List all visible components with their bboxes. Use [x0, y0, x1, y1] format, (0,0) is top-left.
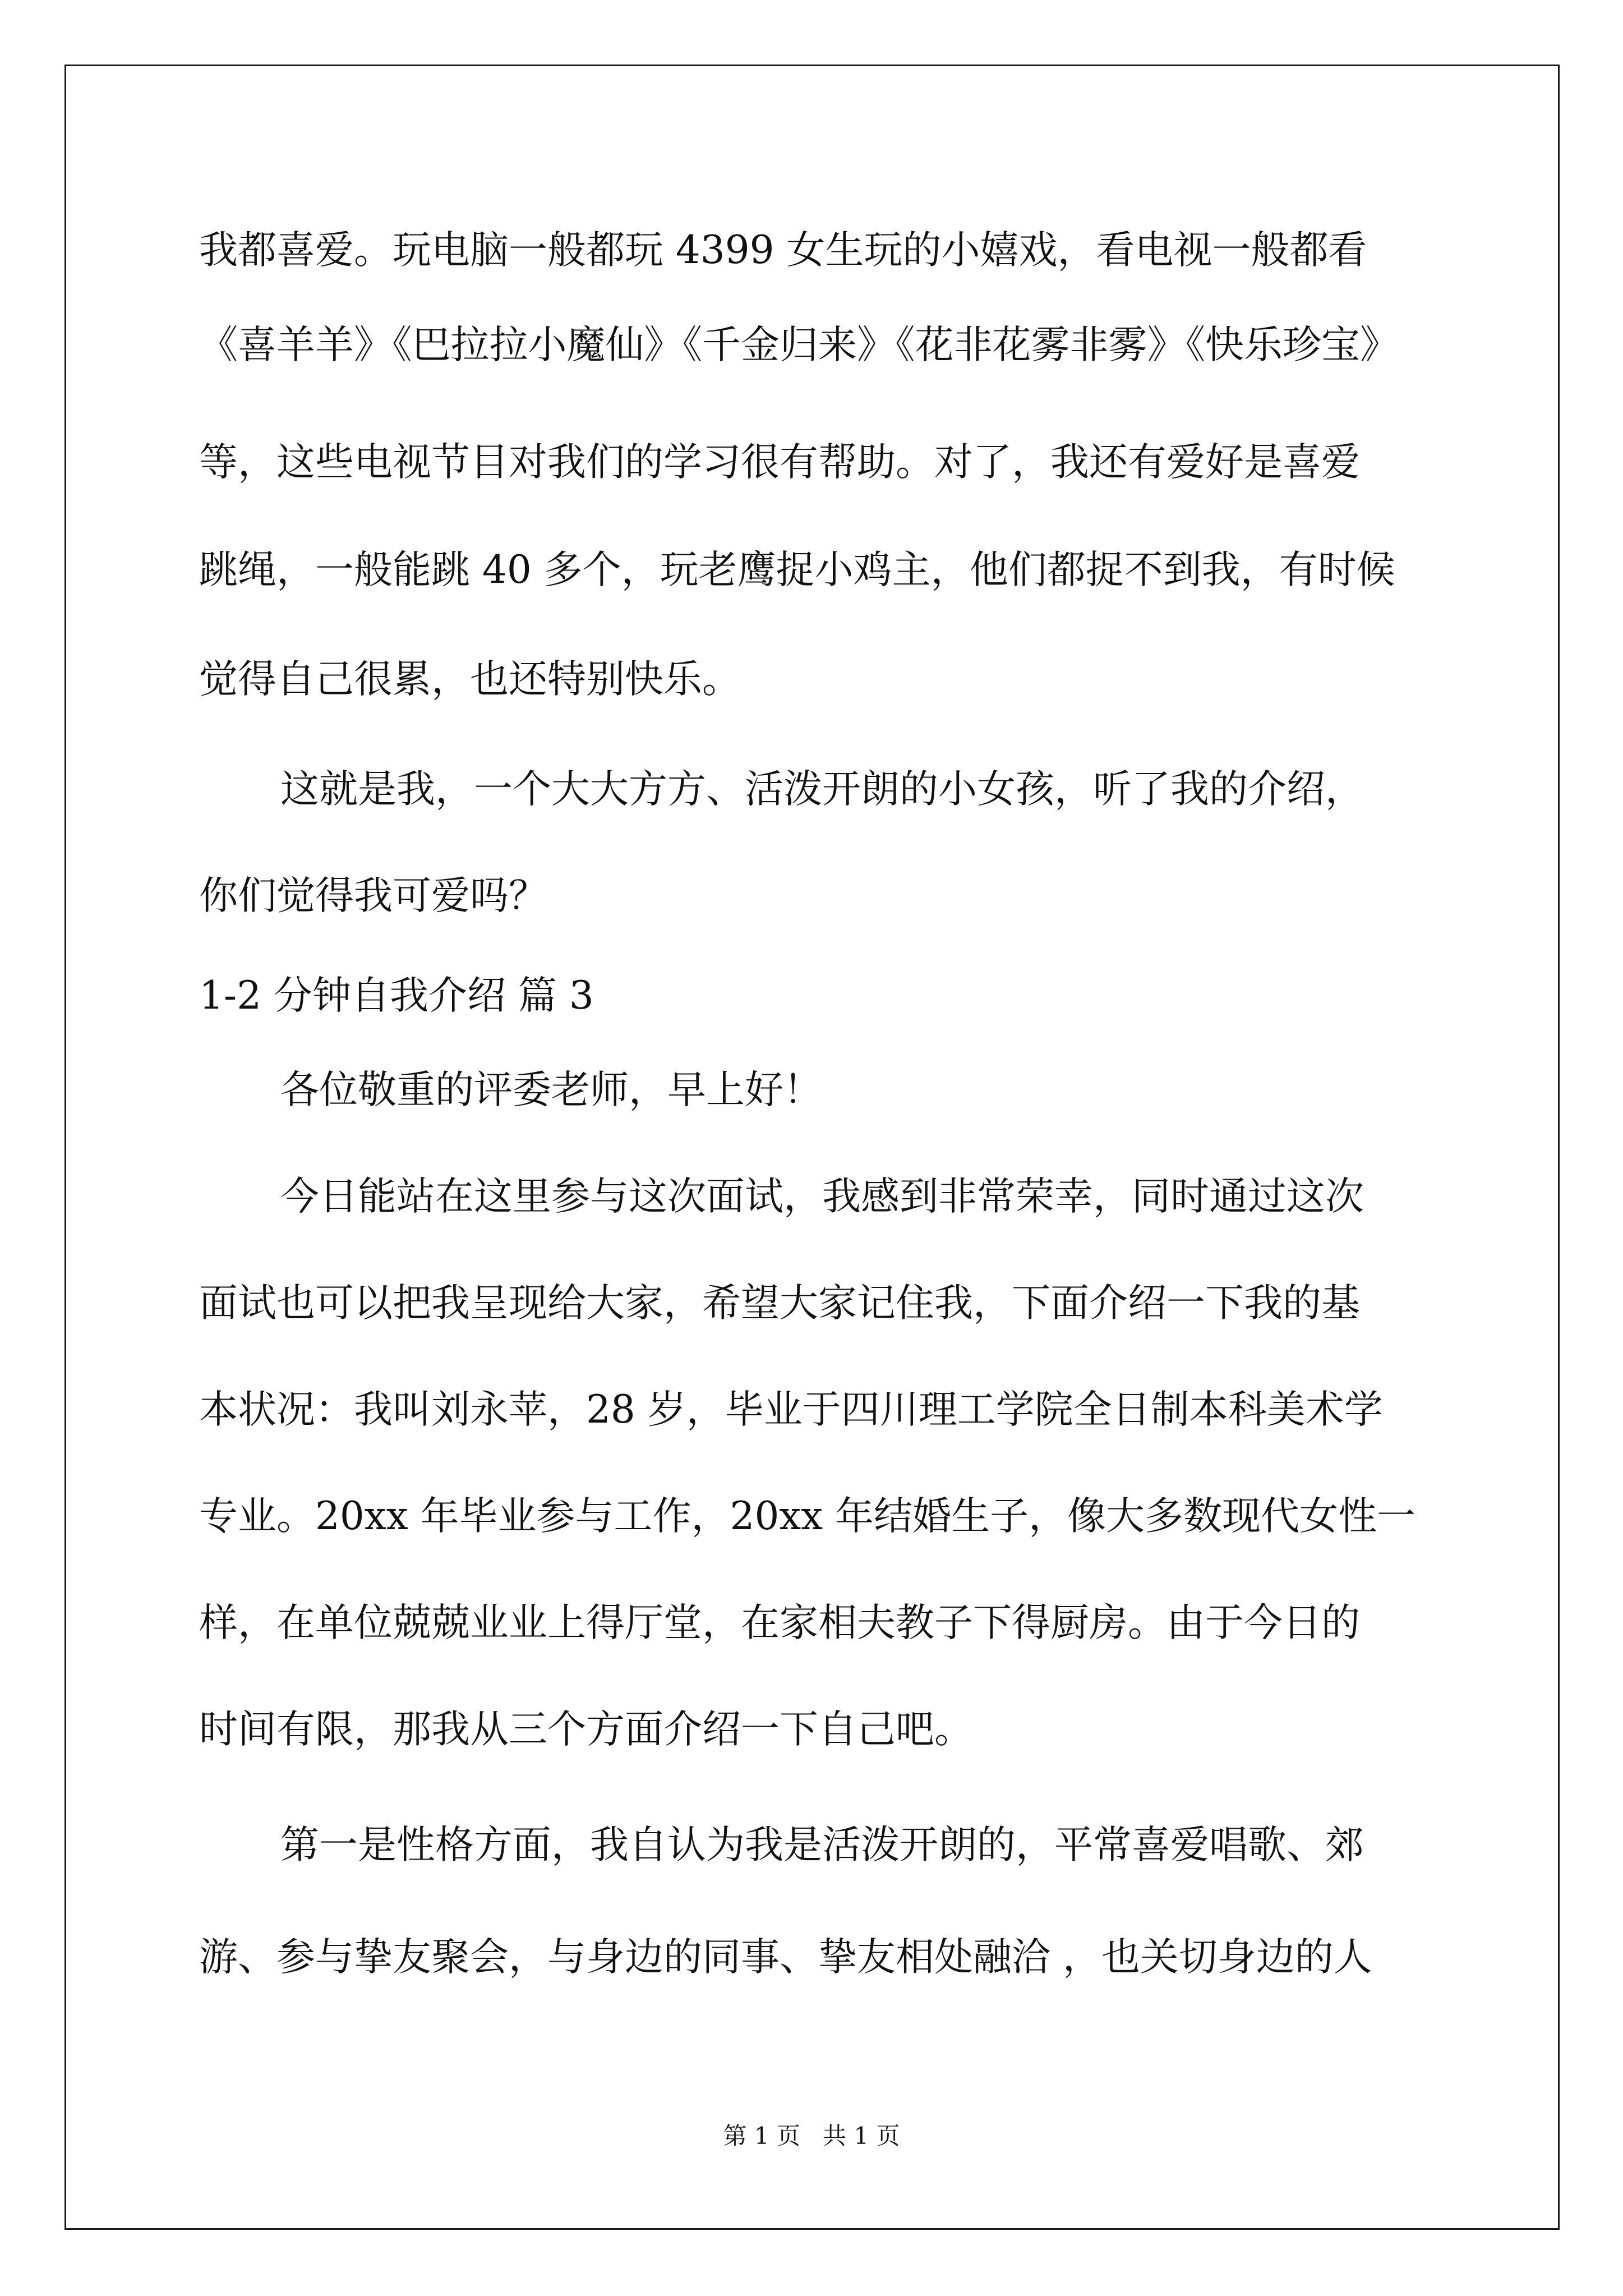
greeting-line: 各位敬重的评委老师，早上好！ [280, 1068, 822, 1112]
text-line: 跳绳，一般能跳 40 多个，玩老鹰捉小鸡主，他们都捉不到我，有时候 [199, 547, 1395, 592]
text-line: 等，这些电视节目对我们的学习很有帮助。对了，我还有爱好是喜爱 [199, 440, 1360, 485]
paragraph-start-line: 这就是我，一个大大方方、活泼开朗的小女孩，听了我的介绍， [280, 767, 1364, 812]
text-line: 你们觉得我可爱吗？ [199, 873, 547, 918]
text-line: 专业。20xx 年毕业参与工作，20xx 年结婚生子，像大多数现代女性一 [199, 1494, 1416, 1539]
page-number-footer: 第 1 页 共 1 页 [723, 2122, 900, 2150]
text-line: 面试也可以把我呈现给大家，希望大家记住我，下面介绍一下我的基 [199, 1281, 1360, 1326]
text-line: 觉得自己很累，也还特别快乐。 [199, 657, 741, 702]
text-line: 样，在单位兢兢业业上得厅堂，在家相夫教子下得厨房。由于今日的 [199, 1600, 1360, 1645]
text-line: 《喜羊羊》《巴拉拉小魔仙》《千金归来》《花非花雾非雾》《快乐珍宝》 [199, 323, 1399, 367]
paragraph-start-line: 今日能站在这里参与这次面试，我感到非常荣幸，同时通过这次 [280, 1174, 1364, 1219]
text-line: 我都喜爱。玩电脑一般都玩 4399 女生玩的小嬉戏，看电视一般都看 [199, 228, 1367, 273]
text-line: 本状况：我叫刘永苹，28 岁，毕业于四川理工学院全日制本科美术学 [199, 1387, 1383, 1432]
page-border [64, 65, 1560, 2230]
section-heading: 1-2 分钟自我介绍 篇 3 [199, 973, 594, 1018]
text-line: 游、参与挚友聚会，与身边的同事、挚友相处融洽 ，也关切身边的人 [199, 1935, 1372, 1980]
text-line: 时间有限，那我从三个方面介绍一下自己吧。 [199, 1707, 973, 1752]
paragraph-start-line: 第一是性格方面，我自认为我是活泼开朗的，平常喜爱唱歌、郊 [280, 1823, 1364, 1867]
